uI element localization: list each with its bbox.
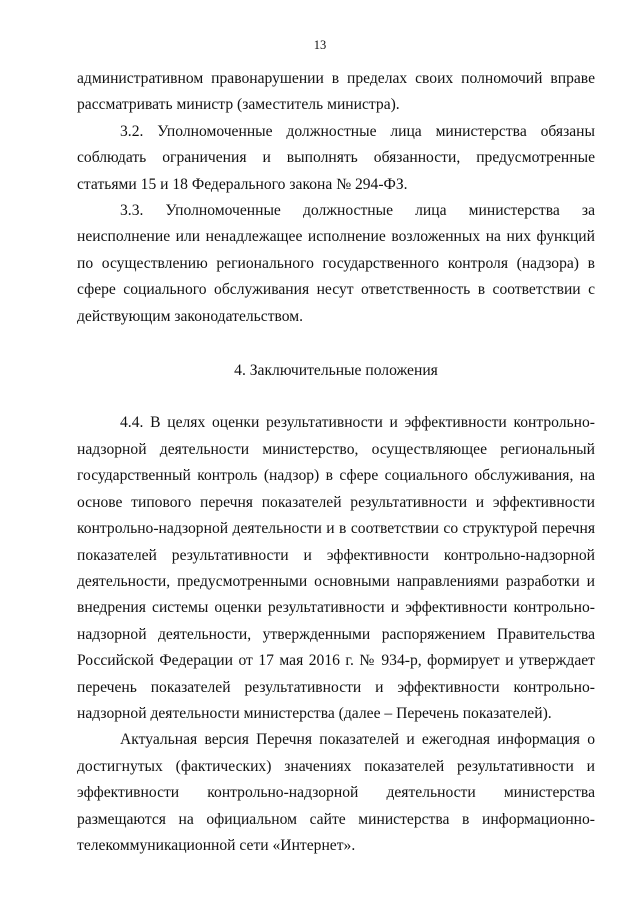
paragraph-4-4: 4.4. В целях оценки результативности и эффективности контрольно-надзорной деятельности министерство, осуществляющее региональный государственный контроль (надзор) в сфере социального обслуживания, на основе типового перечня показателей результативности и эффективности контрольно-надзорной деятельности и в соответствии со структурой перечня показателей результативности и эффективности контрольно-надзорной деятельности, предусмотренными основными направлениями разработки и внедрения системы оценки результативности и эффективности контрольно-надзорной деятельности, утвержденными распоряжением Правительства Российской Федерации от 17 мая 2016 г. № 934-р, формирует и утверждает перечень показателей результативности и эффективности контрольно-надзорной деятельности министерства (далее – Перечень показателей). (77, 414, 595, 722)
paragraph-actual-version: Актуальная версия Перечня показателей и ежегодная информация о достигнутых (фактических) значениях показателей результативности и эффективности контрольно-надзорной деятельности министерства размещаются на официальном сайте министерства в информационно-телекоммуникационной сети «Интернет». (77, 731, 595, 854)
spacer (77, 330, 595, 358)
spacer (77, 384, 595, 410)
document-body (77, 66, 595, 859)
page-number: 13 (313, 38, 327, 52)
paragraph-continuation: административном правонарушении в пределах своих полномочий вправе рассматривать министр (заместитель министра). (77, 70, 595, 114)
paragraph-3-2: 3.2. Уполномоченные должностные лица министерства обязаны соблюдать ограничения и выполнять обязанности, предусмотренные статьями 15 и 18 Федерального закона № 294-ФЗ. (77, 122, 595, 193)
section-heading: 4. Заключительные положения (234, 362, 438, 380)
paragraph-3-3: 3.3. Уполномоченные должностные лица министерства за неисполнение или ненадлежащее исполнение возложенных на них функций по осуществлению регионального государственного контроля (надзора) в сфере социального обслуживания несут ответственность в соответствии с действующим законодательством. (77, 202, 595, 325)
